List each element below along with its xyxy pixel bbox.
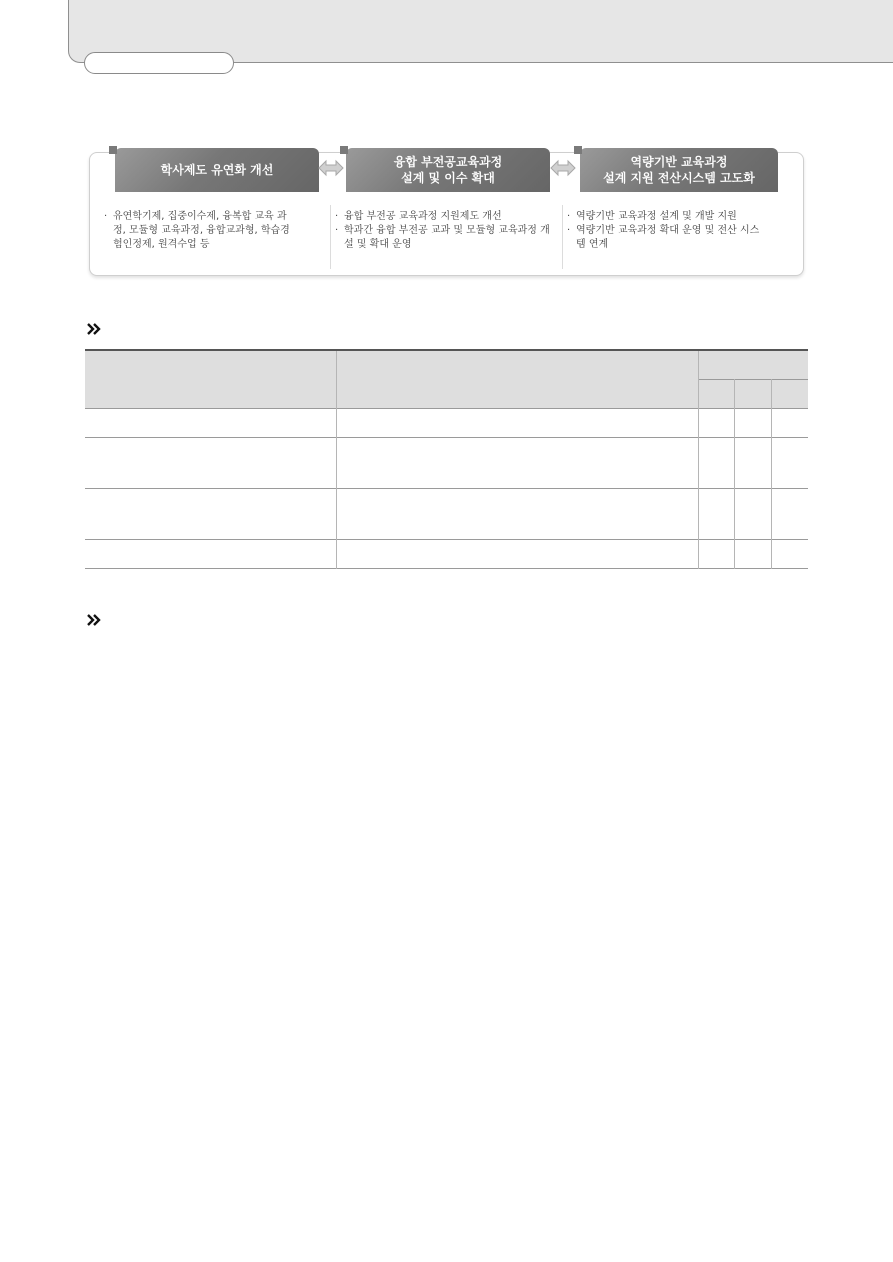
table-row-rule [85, 539, 808, 540]
double-chevron-icon [87, 323, 101, 335]
diagram-column-3-list [567, 210, 767, 252]
table-column-divider [698, 351, 699, 569]
diagram-box-title: 융합 부전공교육과정 [393, 155, 503, 169]
double-chevron-icon [87, 614, 101, 626]
column-divider [562, 205, 563, 269]
diagram-box-2 [346, 148, 550, 192]
double-arrow-icon [318, 158, 344, 178]
bullet-item: · 융합 부전공 교육과정 지원제도 개선 [335, 210, 555, 224]
table-top-rule [85, 349, 808, 351]
table-column-divider [734, 379, 735, 569]
box-tab-marker [109, 146, 117, 154]
table-row-rule [85, 488, 808, 489]
double-arrow-icon [550, 158, 576, 178]
diagram-box-title: 역량기반 교육과정 [630, 155, 728, 169]
table-column-divider [771, 379, 772, 569]
diagram-box-title: 학사제도 유연화 개선 [160, 163, 274, 177]
column-divider [330, 205, 331, 269]
box-tab-marker [574, 146, 582, 154]
table-row-rule [85, 437, 808, 438]
bullet-item: · 학과간 융합 부전공 교과 및 모듈형 교육과정 개설 및 확대 운영 [335, 224, 555, 252]
diagram-box-subtitle: 설계 지원 전산시스템 고도화 [603, 171, 755, 185]
header-tab-pill [84, 52, 234, 74]
bullet-item: · 유연학기제, 집중이수제, 융복합 교육 과정, 모듈형 교육과정, 융합교과형, 학습경험인정제, 원격수업 등 [104, 210, 294, 252]
diagram-box-subtitle: 설계 및 이수 확대 [401, 171, 495, 185]
bullet-item: · 역량기반 교육과정 설계 및 개발 지원 [567, 210, 767, 224]
table-subheader-rule [698, 379, 808, 380]
bullet-item: · 역량기반 교육과정 확대 운영 및 전산 시스템 연계 [567, 224, 767, 252]
diagram-box-1 [115, 148, 319, 192]
diagram-box-3 [580, 148, 778, 192]
box-tab-marker [340, 146, 348, 154]
diagram-column-2-list [335, 210, 555, 252]
table-column-divider [336, 351, 337, 569]
diagram-column-1-list [104, 210, 294, 252]
table-bottom-rule [85, 568, 808, 569]
data-table [85, 349, 808, 569]
table-header-rule [85, 408, 808, 409]
